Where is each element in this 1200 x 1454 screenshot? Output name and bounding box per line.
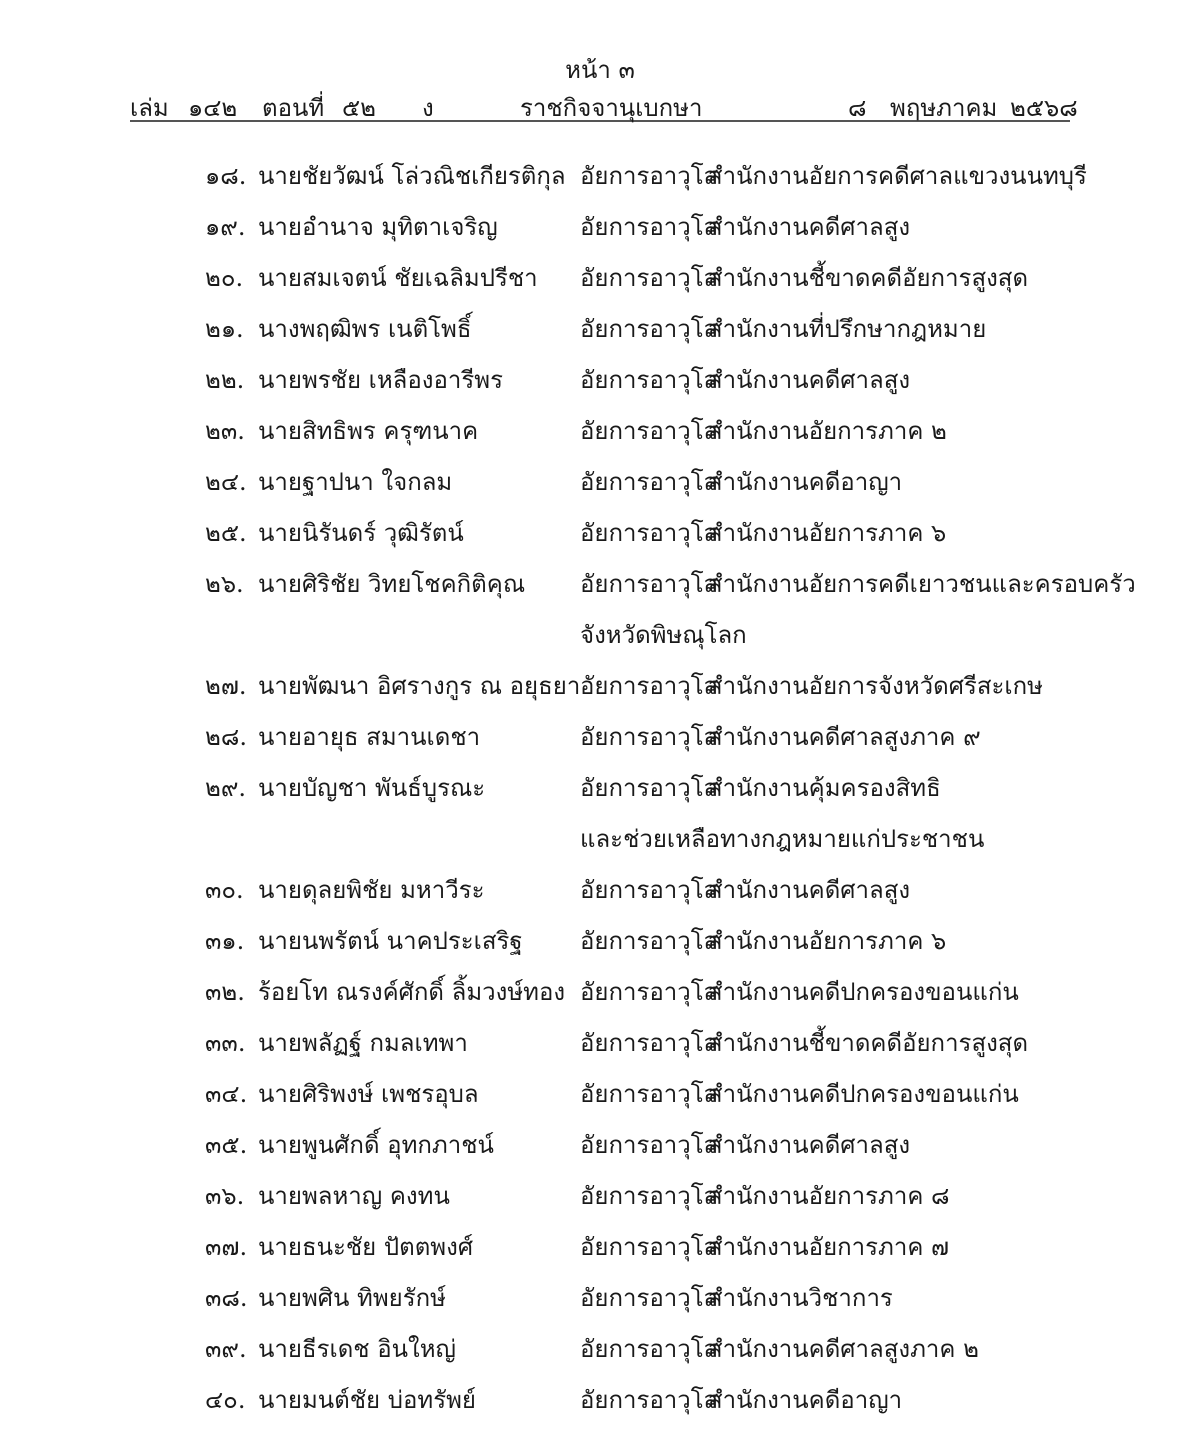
item-number: ๒๕. [205, 519, 247, 547]
date-month: พฤษภาคม [890, 94, 998, 122]
person-name: นายมนต์ชัย บ่อทรัพย์ [258, 1386, 476, 1414]
person-name: นายอำนาจ มุทิตาเจริญ [258, 213, 498, 241]
office-name: สำนักงานอัยการภาค ๗ [708, 1233, 950, 1261]
position-title: อัยการอาวุโส [580, 1131, 719, 1159]
item-number: ๒๑. [205, 315, 244, 343]
position-title: อัยการอาวุโส [580, 417, 719, 445]
position-title: อัยการอาวุโส [580, 876, 719, 904]
list-item [0, 1172, 1200, 1223]
position-title: อัยการอาวุโส [580, 774, 719, 802]
person-name: นายพัฒนา อิศรางกูร ณ อยุธยา [258, 672, 581, 700]
office-name: สำนักงานคดีศาลสูงภาค ๙ [708, 723, 981, 751]
item-number: ๓๑. [205, 927, 245, 955]
date-year: ๒๕๖๘ [1010, 94, 1078, 122]
item-number: ๓๐. [205, 876, 244, 904]
office-name: สำนักงานชี้ขาดคดีอัยการสูงสุด [708, 1029, 1029, 1057]
position-title: อัยการอาวุโส [580, 1386, 719, 1414]
office-name: สำนักงานอัยการภาค ๖ [708, 927, 947, 955]
office-name: สำนักงานวิชาการ [708, 1284, 893, 1312]
position-title: อัยการอาวุโส [580, 927, 719, 955]
item-number: ๒๖. [205, 570, 244, 598]
position-title: อัยการอาวุโส [580, 723, 719, 751]
person-name: นายพลหาญ คงทน [258, 1182, 450, 1210]
list-item [0, 509, 1200, 560]
person-name: นายพรชัย เหลืองอารีพร [258, 366, 503, 394]
person-name: นายนิรันดร์ วุฒิรัตน์ [258, 519, 464, 547]
office-name: สำนักงานคดีปกครองขอนแก่น [708, 1080, 1019, 1108]
item-number: ๒๓. [205, 417, 245, 445]
office-name: สำนักงานคดีศาลสูง [708, 213, 911, 241]
person-name: นายฐาปนา ใจกลม [258, 468, 453, 496]
person-name: นายศิริพงษ์ เพชรอุบล [258, 1080, 479, 1108]
office-name-continued: และช่วยเหลือทางกฎหมายแก่ประชาชน [580, 825, 985, 853]
person-name: นายสิทธิพร ครุฑนาค [258, 417, 479, 445]
item-number: ๑๘. [205, 162, 247, 190]
gazette-title: ราชกิจจานุเบกษา [520, 94, 703, 122]
person-name: นายพูนศักดิ์ อุทกภาชน์ [258, 1131, 494, 1159]
item-number: ๓๓. [205, 1029, 246, 1057]
list-item [0, 356, 1200, 407]
item-number: ๓๗. [205, 1233, 248, 1261]
person-name: นายศิริชัย วิทยโชคกิติคุณ [258, 570, 526, 598]
office-name: สำนักงานคดีศาลสูง [708, 366, 911, 394]
volume-label: เล่ม [130, 94, 169, 122]
list-item [0, 203, 1200, 254]
office-name: สำนักงานอัยการจังหวัดศรีสะเกษ [708, 672, 1043, 700]
position-title: อัยการอาวุโส [580, 468, 719, 496]
office-name: สำนักงานคดีปกครองขอนแก่น [708, 978, 1019, 1006]
volume-number: ๑๔๒ [188, 94, 238, 122]
item-number: ๓๘. [205, 1284, 248, 1312]
item-number: ๒๘. [205, 723, 247, 751]
item-number: ๓๔. [205, 1080, 248, 1108]
list-item [0, 1121, 1200, 1172]
list-item [0, 1376, 1200, 1427]
item-number: ๑๙. [205, 213, 246, 241]
office-name: สำนักงานที่ปรึกษากฎหมาย [708, 315, 987, 343]
item-number: ๒๐. [205, 264, 244, 292]
list-item [0, 1070, 1200, 1121]
list-item [0, 560, 1200, 662]
position-title: อัยการอาวุโส [580, 672, 719, 700]
position-title: อัยการอาวุโส [580, 978, 719, 1006]
position-title: อัยการอาวุโส [580, 1284, 719, 1312]
list-item [0, 458, 1200, 509]
person-name: นายสมเจตน์ ชัยเฉลิมปรีชา [258, 264, 538, 292]
office-name: สำนักงานอัยการคดีเยาวชนและครอบครัว [708, 570, 1136, 598]
item-number: ๓๒. [205, 978, 245, 1006]
item-number: ๒๙. [205, 774, 247, 802]
list-item [0, 1274, 1200, 1325]
list-item [0, 968, 1200, 1019]
person-name: นายดุลยพิชัย มหาวีระ [258, 876, 485, 904]
item-number: ๒๗. [205, 672, 247, 700]
office-name-continued: จังหวัดพิษณุโลก [580, 621, 747, 649]
person-name: นายธนะชัย ปัตตพงศ์ [258, 1233, 474, 1261]
list-item [0, 866, 1200, 917]
item-number: ๒๔. [205, 468, 247, 496]
issue-label: ตอนที่ [262, 94, 325, 122]
office-name: สำนักงานอัยการภาค ๒ [708, 417, 947, 445]
position-title: อัยการอาวุโส [580, 1080, 719, 1108]
appointment-list [0, 152, 1200, 1427]
gazette-header [130, 88, 1078, 122]
item-number: ๒๒. [205, 366, 245, 394]
position-title: อัยการอาวุโส [580, 162, 719, 190]
list-item [0, 1223, 1200, 1274]
person-name: นายธีรเดช อินใหญ่ [258, 1335, 456, 1363]
position-title: อัยการอาวุโส [580, 1233, 719, 1261]
list-item [0, 305, 1200, 356]
position-title: อัยการอาวุโส [580, 519, 719, 547]
issue-number: ๕๒ [342, 94, 376, 122]
office-name: สำนักงานอัยการคดีศาลแขวงนนทบุรี [708, 162, 1087, 190]
position-title: อัยการอาวุโส [580, 315, 719, 343]
list-item [0, 407, 1200, 458]
person-name: นางพฤฒิพร เนติโพธิ์ [258, 315, 472, 343]
office-name: สำนักงานอัยการภาค ๖ [708, 519, 947, 547]
list-item [0, 152, 1200, 203]
person-name: นายอายุธ สมานเดชา [258, 723, 481, 751]
list-item [0, 713, 1200, 764]
page-number: หน้า ๓ [565, 56, 635, 84]
list-item [0, 1019, 1200, 1070]
office-name: สำนักงานคดีอาญา [708, 468, 903, 496]
position-title: อัยการอาวุโส [580, 264, 719, 292]
person-name: นายบัญชา พันธ์บูรณะ [258, 774, 486, 802]
position-title: อัยการอาวุโส [580, 1029, 719, 1057]
list-item [0, 1325, 1200, 1376]
position-title: อัยการอาวุโส [580, 1182, 719, 1210]
person-name: นายชัยวัฒน์ โล่วณิชเกียรติกุล [258, 162, 566, 190]
person-name: นายพลัฏฐ์ กมลเทพา [258, 1029, 468, 1057]
position-title: อัยการอาวุโส [580, 366, 719, 394]
office-name: สำนักงานคุ้มครองสิทธิ [708, 774, 941, 802]
person-name: นายพศิน ทิพยรักษ์ [258, 1284, 446, 1312]
date-day: ๘ [848, 94, 867, 122]
position-title: อัยการอาวุโส [580, 570, 719, 598]
office-name: สำนักงานคดีศาลสูงภาค ๒ [708, 1335, 979, 1363]
office-name: สำนักงานคดีศาลสูง [708, 876, 911, 904]
office-name: สำนักงานคดีศาลสูง [708, 1131, 911, 1159]
section-code: ง [422, 94, 434, 122]
list-item [0, 254, 1200, 305]
office-name: สำนักงานอัยการภาค ๘ [708, 1182, 950, 1210]
list-item [0, 764, 1200, 866]
position-title: อัยการอาวุโส [580, 213, 719, 241]
person-name: นายนพรัตน์ นาคประเสริฐ [258, 927, 523, 955]
item-number: ๓๙. [205, 1335, 247, 1363]
position-title: อัยการอาวุโส [580, 1335, 719, 1363]
list-item [0, 662, 1200, 713]
item-number: ๓๕. [205, 1131, 248, 1159]
person-name: ร้อยโท ณรงค์ศักดิ์ ลิ้มวงษ์ทอง [258, 978, 566, 1006]
item-number: ๔๐. [205, 1386, 246, 1414]
office-name: สำนักงานคดีอาญา [708, 1386, 903, 1414]
office-name: สำนักงานชี้ขาดคดีอัยการสูงสุด [708, 264, 1029, 292]
item-number: ๓๖. [205, 1182, 245, 1210]
list-item [0, 917, 1200, 968]
